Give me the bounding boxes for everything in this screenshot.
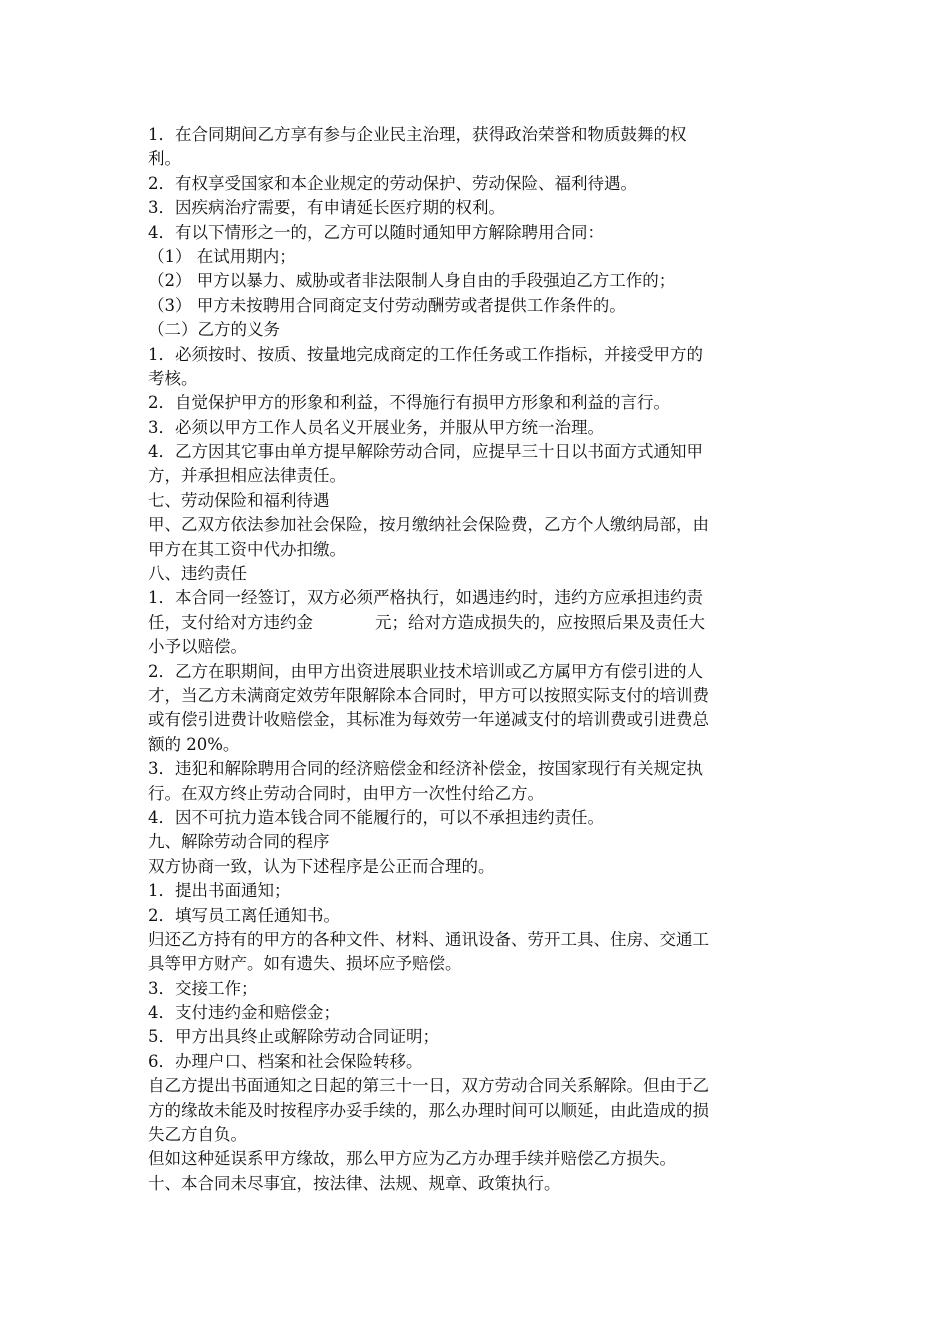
text-line: 2．填写员工离任通知书。 [148, 905, 340, 925]
text-line: 行。在双方终止劳动合同时，由甲方一次性付给乙方。 [148, 783, 544, 803]
text-line: 3．交接工作； [148, 978, 258, 998]
text-line: 双方协商一致，认为下述程序是公正而合理的。 [148, 856, 495, 876]
text-line: （1） 在试用期内； [148, 246, 296, 266]
text-line: 6．办理户口、档案和社会保险转移。 [148, 1051, 423, 1071]
text-line: 3．因疾病治疗需要，有申请延长医疗期的权利。 [148, 198, 505, 218]
text-line: 利。 [148, 149, 181, 169]
text-line: 自乙方提出书面通知之日起的第三十一日，双方劳动合同关系解除。但由于乙 [148, 1076, 709, 1096]
text-line-with-blank [148, 611, 808, 635]
text-segment: 任，支付给对方违约金 [148, 612, 313, 632]
text-line: 4．因不可抗力造本钱合同不能履行的，可以不承担违约责任。 [148, 807, 604, 827]
text-line: 5．甲方出具终止或解除劳动合同证明； [148, 1027, 439, 1047]
text-line: 1．必须按时、按质、按量地完成商定的工作任务或工作指标，并接受甲方的 [148, 344, 703, 364]
contract-text-body [148, 123, 808, 1196]
text-line: 额的 20%。 [148, 734, 240, 754]
text-line: 3．违犯和解除聘用合同的经济赔偿金和经济补偿金，按国家现行有关规定执 [148, 759, 703, 779]
text-segment: 元；给对方造成损失的，应按照后果及责任大 [375, 612, 705, 632]
text-line: 2．有权享受国家和本企业规定的劳动保护、劳动保险、福利待遇。 [148, 173, 637, 193]
text-line: 1．提出书面通知； [148, 881, 291, 901]
text-line: 方，并承担相应法律责任。 [148, 466, 346, 486]
section-heading: （二）乙方的义务 [148, 320, 280, 340]
text-line: 或有偿引进费计收赔偿金，其标准为每效劳一年递减支付的培训费或引进费总 [148, 710, 709, 730]
text-line: 方的缘故未能及时按程序办妥手续的，那么办理时间可以顺延，由此造成的损 [148, 1100, 709, 1120]
section-heading: 八、违约责任 [148, 564, 247, 584]
text-line: 3．必须以甲方工作人员名义开展业务，并服从甲方统一治理。 [148, 417, 604, 437]
text-line: 甲方在其工资中代办扣缴。 [148, 539, 346, 559]
text-line: 4．有以下情形之一的，乙方可以随时通知甲方解除聘用合同： [148, 222, 604, 242]
text-line: 甲、乙双方依法参加社会保险，按月缴纳社会保险费，乙方个人缴纳局部，由 [148, 515, 709, 535]
section-heading: 七、劳动保险和福利待遇 [148, 490, 330, 510]
section-heading: 九、解除劳动合同的程序 [148, 832, 330, 852]
text-line: 失乙方自负。 [148, 1125, 247, 1145]
text-line: （3） 甲方未按聘用合同商定支付劳动酬劳或者提供工作条件的。 [148, 295, 626, 315]
text-line: 才，当乙方未满商定效劳年限解除本合同时，甲方可以按照实际支付的培训费 [148, 685, 709, 705]
text-line: 2．乙方在职期间，由甲方出资进展职业技术培训或乙方属甲方有偿引进的人 [148, 661, 703, 681]
text-line: 考核。 [148, 368, 198, 388]
text-line: （2） 甲方以暴力、威胁或者非法限制人身自由的手段强迫乙方工作的； [148, 271, 676, 291]
text-line: 1．本合同一经签订，双方必须严格执行，如遇违约时，违约方应承担违约责 [148, 588, 703, 608]
text-line: 4．支付违约金和赔偿金； [148, 1003, 340, 1023]
text-line: 1．在合同期间乙方享有参与企业民主治理，获得政治荣誉和物质鼓舞的权 [148, 125, 687, 144]
text-line: 2．自觉保护甲方的形象和利益，不得施行有损甲方形象和利益的言行。 [148, 393, 670, 413]
text-line: 归还乙方持有的甲方的各种文件、材料、通讯设备、劳开工具、住房、交通工 [148, 929, 709, 949]
section-heading: 十、本合同未尽事宜，按法律、法规、规章、政策执行。 [148, 1173, 561, 1193]
text-line: 具等甲方财产。如有遗失、损坏应予赔偿。 [148, 954, 462, 974]
text-line: 小予以赔偿。 [148, 637, 247, 657]
text-line: 但如这种延误系甲方缘故，那么甲方应为乙方办理手续并赔偿乙方损失。 [148, 1149, 676, 1169]
text-line: 4．乙方因其它事由单方提早解除劳动合同，应提早三十日以书面方式通知甲 [148, 442, 703, 462]
